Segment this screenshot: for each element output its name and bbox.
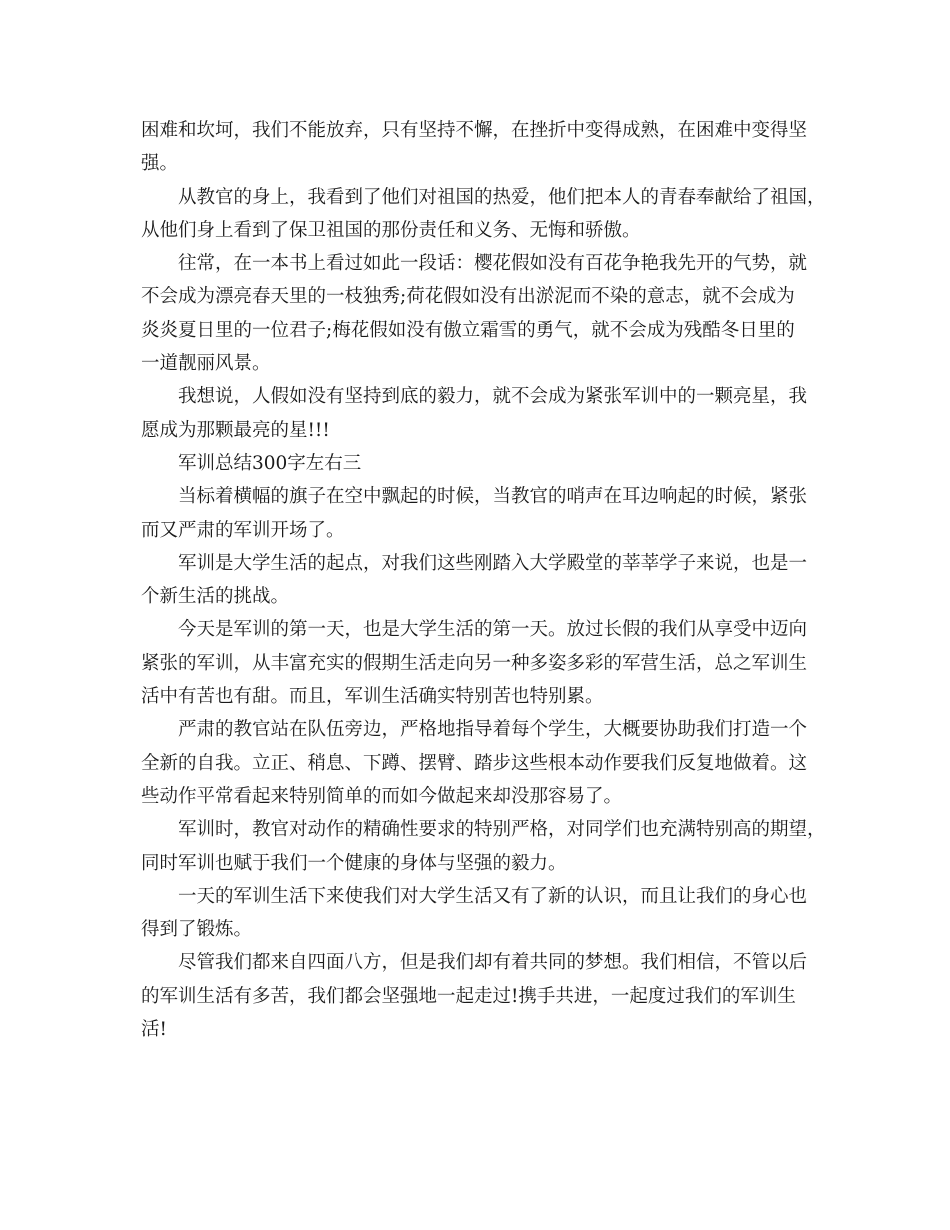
text-line: 一天的军训生活下来使我们对大学生活又有了新的认识，而且让我们的身心也	[178, 885, 808, 907]
document-page	[141, 114, 826, 1046]
text-line: 个新生活的挑战。	[141, 586, 290, 608]
text-line: 今天是军训的第一天，也是大学生活的第一天。放过长假的我们从享受中迈向	[178, 619, 808, 641]
text-line: 我想说，人假如没有坚持到底的毅力，就不会成为紧张军训中的一颗亮星，我	[178, 386, 808, 408]
text-line: 军训时，教官对动作的精确性要求的特别严格，对同学们也充满特别高的期望，	[178, 819, 826, 841]
document-body	[141, 114, 826, 1046]
text-line: 紧张的军训，从丰富充实的假期生活走向另一种多姿多彩的军营生活，总之军训生	[141, 652, 808, 674]
text-line: 而又严肃的军训开场了。	[141, 519, 345, 541]
text-line: 往常，在一本书上看过如此一段话：樱花假如没有百花争艳我先开的气势，就	[178, 253, 808, 275]
text-line: 炎炎夏日里的一位君子;梅花假如没有傲立霜雪的勇气，就不会成为残酷冬日里的	[141, 319, 795, 341]
text-line: 一道靓丽风景。	[141, 353, 271, 375]
text-line: 军训总结300字左右三	[178, 452, 362, 474]
text-line: 得到了锻炼。	[141, 919, 253, 941]
text-line: 全新的自我。立正、稍息、下蹲、摆臂、踏步这些根本动作要我们反复地做着。这	[141, 752, 808, 774]
text-line: 强。	[141, 153, 179, 175]
text-line: 活中有苦也有甜。而且，军训生活确实特别苦也特别累。	[141, 686, 604, 708]
text-line: 愿成为那颗最亮的星!!!	[141, 419, 330, 441]
text-line: 不会成为漂亮春天里的一枝独秀;荷花假如没有出淤泥而不染的意志，就不会成为	[141, 286, 795, 308]
text-line: 当标着横幅的旗子在空中飘起的时候，当教官的哨声在耳边响起的时候，紧张	[178, 486, 808, 508]
text-line: 从教官的身上，我看到了他们对祖国的热爱，他们把本人的青春奉献给了祖国，	[178, 186, 826, 208]
text-line: 从他们身上看到了保卫祖国的那份责任和义务、无悔和骄傲。	[141, 219, 641, 241]
text-line: 严肃的教官站在队伍旁边，严格地指导着每个学生，大概要协助我们打造一个	[178, 719, 808, 741]
text-line: 军训是大学生活的起点，对我们这些刚踏入大学殿堂的莘莘学子来说，也是一	[178, 552, 808, 574]
text-line: 同时军训也赋于我们一个健康的身体与坚强的毅力。	[141, 852, 567, 874]
text-line: 困难和坎坷，我们不能放弃，只有坚持不懈，在挫折中变得成熟，在困难中变得坚	[141, 120, 808, 141]
text-line: 尽管我们都来自四面八方，但是我们却有着共同的梦想。我们相信，不管以后	[178, 952, 808, 974]
text-line: 的军训生活有多苦，我们都会坚强地一起走过!携手共进，一起度过我们的军训生	[141, 985, 796, 1007]
text-line: 活!	[141, 1019, 167, 1041]
text-line: 些动作平常看起来特别简单的而如今做起来却没那容易了。	[141, 785, 623, 807]
